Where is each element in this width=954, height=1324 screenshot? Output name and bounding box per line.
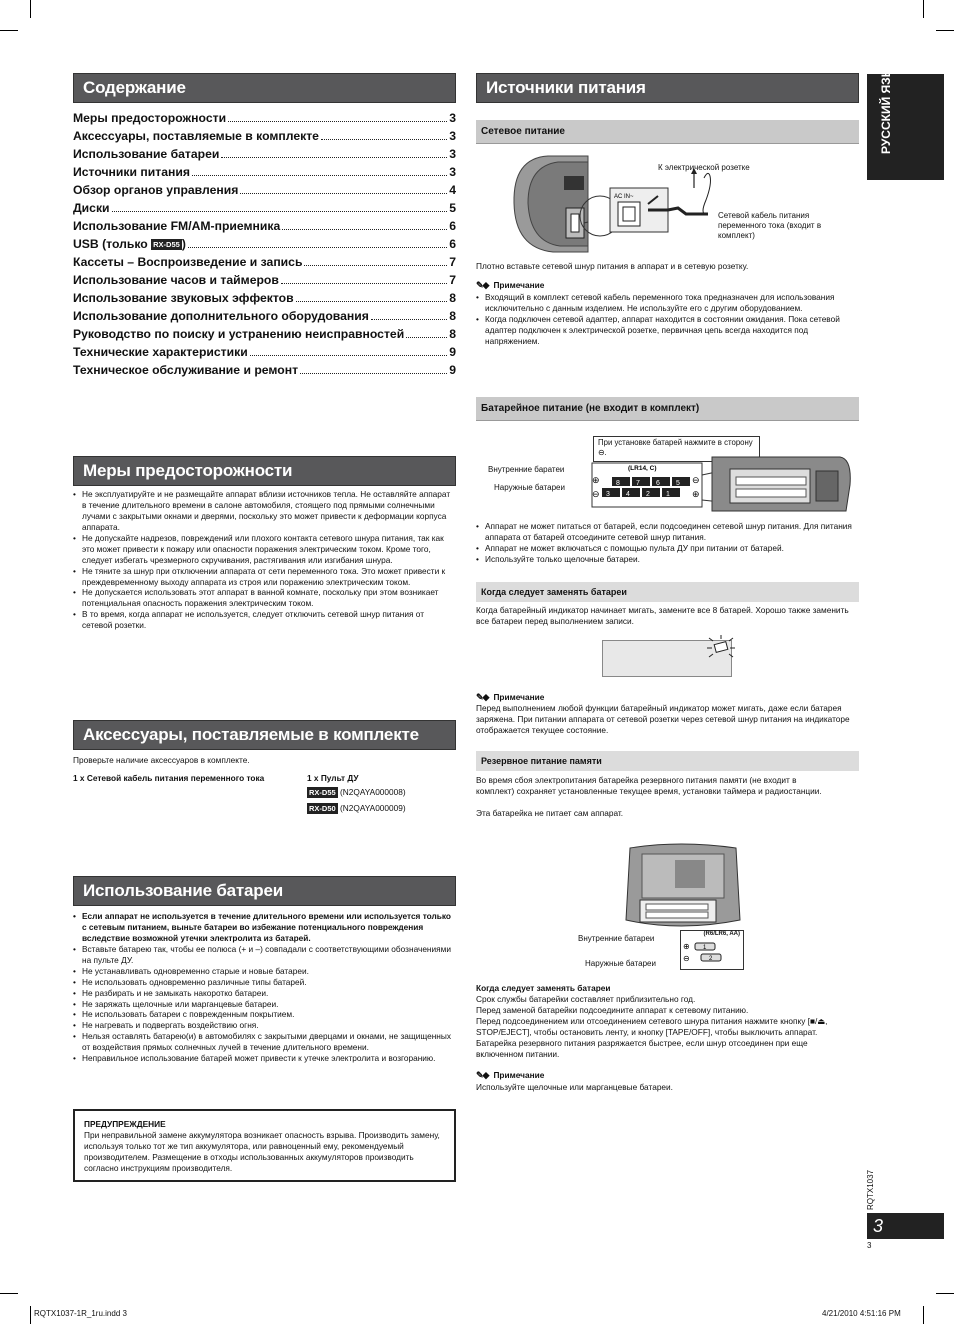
replace-text: Когда батарейный индикатор начинает мигать, замените все 8 батарей. Хорошо также заменить все батареи перед выполнением записи.: [476, 605, 849, 626]
ac-instruction: Плотно вставьте сетевой шнур питания в аппарат и в сетевую розетку.: [476, 261, 749, 271]
memory-text: Во время сбоя электропитания батарейка резервного питания памяти (не входит в комплект) сохраняет установленные текущее время, установки таймера и радиостанции.: [476, 775, 822, 796]
list-item: • Не устанавливать одновременно старые и новые батареи.: [73, 966, 456, 977]
toc-item[interactable]: [73, 307, 456, 325]
toc-title: Использование FM/AM-приемника: [73, 219, 281, 233]
warning-text: При неправильной замене аккумулятора возникает опасность взрыва. Производить замену, используя только тот же тип аккумулятора, или равноценный ему, рекомендуемый производителем. Размещение в отходы использованных аккумуляторов производить согласно инструкциям производителя.: [84, 1129, 440, 1173]
ac-notes-list: [476, 292, 856, 347]
toc-item[interactable]: [73, 217, 456, 235]
svg-text:⊖: ⊖: [683, 953, 690, 963]
toc-item[interactable]: [73, 271, 456, 289]
svg-text:⊕: ⊕: [592, 475, 600, 485]
toc-page: 7: [449, 255, 456, 269]
toc-title: Обзор органов управления: [73, 183, 239, 197]
table-of-contents: [73, 109, 456, 379]
memory-when-line: Перед подсоединением или отсоединением сетевого шнура питания нажмите кнопку [■/⏏, STOP/EJECT], чтобы остановить ленту, и кнопку [TAPE/OFF], чтобы выключить аппарат. Батарейка резервного питания разряжается быстрее, если шнур отсоединен при еще включенном питании.: [476, 1015, 828, 1059]
memory-text-2: Эта батарейка не питает сам аппарат.: [476, 808, 624, 818]
toc-page: 3: [449, 129, 456, 143]
crop-mark: [923, 1306, 924, 1324]
memory-when-title: Когда следует заменять батареи: [476, 983, 611, 993]
toc-item[interactable]: [73, 145, 456, 163]
toc-item[interactable]: [73, 361, 456, 379]
battery-number: 6: [656, 480, 660, 487]
toc-page: 3: [449, 111, 456, 125]
battery-number: 4: [626, 491, 630, 498]
replace-subheading: Когда следует заменять батареи: [476, 582, 859, 602]
remote-model-row: [307, 803, 406, 814]
svg-text:⊕: ⊕: [683, 941, 690, 951]
toc-item[interactable]: [73, 343, 456, 361]
side-tab-label: РУССКИЙ ЯЗЫК: [879, 58, 893, 154]
battery-compartment-diagram: [580, 455, 852, 515]
crop-mark: [936, 1293, 954, 1294]
memory-battery-type: (R6/LR6, AA): [703, 931, 740, 937]
accessories-intro: Проверьте наличие аксессуаров в комплекте.: [73, 755, 250, 765]
list-item: • Используйте только щелочные батареи.: [476, 554, 856, 565]
memory-battery-icon: [681, 939, 741, 965]
memory-when-line: Срок службы батарейки составляет приблизительно год.: [476, 994, 696, 1004]
crop-mark: [30, 0, 31, 18]
crop-mark: [0, 30, 18, 31]
accessory-cable: 1 x Сетевой кабель питания переменного тока: [73, 773, 265, 783]
memory-when-line: Перед заменой батарейки подсоедините аппарат к сетевому питанию.: [476, 1004, 749, 1015]
footer-date: 4/21/2010 4:51:16 PM: [822, 1309, 901, 1318]
ac-inlet-text: AC IN~: [614, 194, 634, 200]
list-item: • Нельзя оставлять батарею(и) в автомобилях с закрытыми дверцами и окнами, не защищенных от воздействия прямых солнечных лучей в течение длительного времени.: [73, 1031, 456, 1053]
battery-number: 7: [636, 480, 640, 487]
list-item: • Не эксплуатируйте и не размещайте аппарат вблизи источников тепла. Не оставляйте аппарат в течение длительного времени в салоне автомобиля, стоящего под прямыми солнечными лучами с закрытыми окнами и дверями, поскольку это может привести к деформации корпуса аппарата.: [73, 489, 456, 533]
ac-cable-label: Сетевой кабель питания переменного тока (входит в комплект): [718, 211, 822, 240]
warning-box: [73, 1109, 456, 1182]
list-item: • Когда подключен сетевой адаптер, аппарат находится в состоянии ожидания. Пока сетевой адаптер подключен к электрической розетке, первичная цепь всегда находится под напряжением.: [476, 314, 856, 347]
battery-number: 2: [646, 491, 650, 498]
crop-mark: [923, 0, 924, 18]
svg-text:2: 2: [709, 955, 713, 962]
language-side-tab: [867, 58, 944, 180]
model-code: (N2QAYA000008): [340, 787, 406, 797]
ac-power-subheading: Сетевое питание: [476, 120, 859, 144]
list-item: • Не использовать батареи с поврежденным покрытием.: [73, 1009, 456, 1020]
accessories-heading: Аксессуары, поставляемые в комплекте: [73, 720, 456, 750]
toc-title: USB (только RX-D55 ): [73, 237, 186, 251]
toc-title: Технические характеристики: [73, 345, 248, 359]
precautions-heading: Меры предосторожности: [73, 456, 456, 486]
toc-title: Использование батареи: [73, 147, 220, 161]
toc-item[interactable]: [73, 235, 456, 253]
toc-title: Техническое обслуживание и ремонт: [73, 363, 299, 377]
list-item: • Не тяните за шнур при отключении аппарата от сети переменного тока. Это может привести к преждевременному выходу аппарата из строя или поражению электрическим током.: [73, 566, 456, 588]
crop-mark: [30, 1306, 31, 1324]
toc-title: Руководство по поиску и устранению неисправностей: [73, 327, 405, 341]
battery-inner-label: Внутренние баратеи: [488, 465, 565, 474]
toc-page: 6: [449, 237, 456, 251]
list-item: • Если аппарат не используется в течение длительного времени или используется только с сетевым питанием, выньте батареи во избежание потенциального повреждения вследствие возможной утечки электролита из батарей.: [73, 911, 456, 944]
battery-number: 1: [666, 491, 670, 498]
toc-item[interactable]: [73, 109, 456, 127]
memory-backup-diagram: [620, 840, 746, 932]
toc-page: 7: [449, 273, 456, 287]
list-item: • Аппарат не может включаться с помощью пульта ДУ при питании от батарей.: [476, 543, 856, 554]
note-heading: ✎◆ Примечание: [476, 1070, 545, 1081]
list-item: • Не разбирать и не замыкать накоротко батареи.: [73, 988, 456, 999]
toc-page: 8: [449, 291, 456, 305]
toc-item[interactable]: [73, 199, 456, 217]
replace-note-text: Перед выполнением любой функции батарейный индикатор может мигать, даже если батарея заряжена. При питании аппарата от сетевой розетки через сетевой шнур питания на индикаторе отображается текущее состояние.: [476, 703, 850, 735]
battery-type-text: (LR14, C): [628, 465, 657, 472]
model-code: (N2QAYA000009): [340, 803, 406, 813]
battery-outer-label: Наружные батареи: [494, 483, 565, 492]
toc-item[interactable]: [73, 163, 456, 181]
battery-use-list: [73, 911, 456, 1064]
memory-outer-label: Наружные батареи: [585, 959, 656, 968]
toc-page: 3: [449, 165, 456, 179]
warning-title: ПРЕДУПРЕЖДЕНИЕ: [84, 1119, 166, 1129]
list-item: • Не допускается использовать этот аппарат в ванной комнате, поскольку при этом возникает потенциальная опасность поражения электрическим током.: [73, 587, 456, 609]
note-pencil-icon: ✎◆: [476, 280, 489, 290]
model-tag: RX-D55: [309, 788, 336, 798]
list-item: • Входящий в комплект сетевой кабель переменного тока предназначен для использования исключительно с данным изделием. Не используйте его с другим оборудованием.: [476, 292, 856, 314]
toc-title: Использование дополнительного оборудования: [73, 309, 369, 323]
crop-mark: [936, 30, 954, 31]
toc-page: 8: [449, 309, 456, 323]
toc-page: 8: [449, 327, 456, 341]
model-tag: RX-D55: [153, 240, 180, 250]
memory-when-text: [476, 994, 856, 1060]
battery-callout: При установке батарей нажмите в сторону ⊖.: [593, 436, 760, 462]
list-item: • Не заряжать щелочные или марганцевые батареи.: [73, 999, 456, 1010]
memory-note-text: Используйте щелочные или марганцевые батареи.: [476, 1082, 673, 1092]
ac-outlet-label: К электрической розетке: [658, 163, 750, 172]
memory-inner-label: Внутренние батареи: [578, 934, 655, 943]
toc-title: Использование часов и таймеров: [73, 273, 279, 287]
toc-page: 4: [449, 183, 456, 197]
svg-text:⊕: ⊕: [692, 489, 700, 499]
toc-item[interactable]: [73, 253, 456, 271]
page-number-small: 3: [867, 1241, 872, 1250]
list-item: • Не допускайте надрезов, повреждений или плохого контакта сетевого шнура питания, так как это может привести к пожару или опасности поражения электрическим током. Кроме того, следует избегать чрезмерного скручивания, растягивания или изгибания шнура.: [73, 533, 456, 566]
battery-use-heading: Использование батареи: [73, 876, 456, 906]
memory-subheading: Резервное питание памяти: [476, 751, 859, 771]
page-number-badge: 3: [867, 1213, 944, 1239]
svg-text:1: 1: [703, 944, 707, 951]
toc-page: 9: [449, 345, 456, 359]
toc-title: Меры предосторожности: [73, 111, 227, 125]
svg-text:⊖: ⊖: [692, 475, 700, 485]
toc-page: 5: [449, 201, 456, 215]
toc-title: Диски: [73, 201, 110, 215]
toc-heading: Содержание: [73, 73, 456, 103]
svg-text:⊖: ⊖: [592, 489, 600, 499]
toc-title: Использование звуковых эффектов: [73, 291, 294, 305]
memory-battery-inset: [680, 930, 744, 970]
battery-power-list: [476, 521, 856, 565]
toc-title: Аксессуары, поставляемые в комплекте: [73, 129, 319, 143]
toc-page: 9: [449, 363, 456, 377]
list-item: • Аппарат не может питаться от батарей, если подсоединен сетевой шнур питания. Для питания аппарата от батарей отсоедините сетевой шнур питания.: [476, 521, 856, 543]
accessory-remote: 1 x Пульт ДУ: [307, 773, 359, 783]
doc-code-vertical: RQTX1037: [866, 1169, 875, 1210]
note-heading: ✎◆ Примечание: [476, 280, 545, 291]
battery-blink-icon: [705, 634, 737, 660]
toc-item[interactable]: [73, 127, 456, 145]
battery-number: 8: [616, 480, 620, 487]
toc-title: Кассеты – Воспроизведение и запись: [73, 255, 303, 269]
list-item: • В то время, когда аппарат не используется, следует отключить сетевой шнур питания от сетевой розетки.: [73, 609, 456, 631]
crop-mark: [0, 1293, 18, 1294]
toc-item[interactable]: [73, 289, 456, 307]
list-item: • Не нагревать и подвергать воздействию огня.: [73, 1020, 456, 1031]
toc-item[interactable]: [73, 325, 456, 343]
note-pencil-icon: ✎◆: [476, 692, 489, 702]
battery-number: 5: [676, 480, 680, 487]
list-item: • Неправильное использование батарей может привести к утечке электролита и возгоранию.: [73, 1053, 456, 1064]
battery-number: 3: [606, 491, 610, 498]
note-pencil-icon: ✎◆: [476, 1070, 489, 1080]
note-heading: ✎◆ Примечание: [476, 692, 545, 703]
list-item: • Вставьте батарею так, чтобы ее полюса (+ и –) совпадали с соответствующими обозначениями на пульте ДУ.: [73, 944, 456, 966]
toc-page: 6: [449, 219, 456, 233]
power-heading: Источники питания: [476, 73, 859, 103]
model-tag: RX-D50: [309, 804, 336, 814]
remote-model-row: [307, 787, 406, 798]
battery-power-subheading: Батарейное питание (не входит в комплект): [476, 397, 859, 421]
toc-page: 3: [449, 147, 456, 161]
toc-title: Источники питания: [73, 165, 190, 179]
list-item: • Не использовать одновременно различные типы батарей.: [73, 977, 456, 988]
footer-file: RQTX1037-1R_1ru.indd 3: [34, 1309, 127, 1318]
precautions-list: [73, 489, 456, 631]
toc-item[interactable]: [73, 181, 456, 199]
